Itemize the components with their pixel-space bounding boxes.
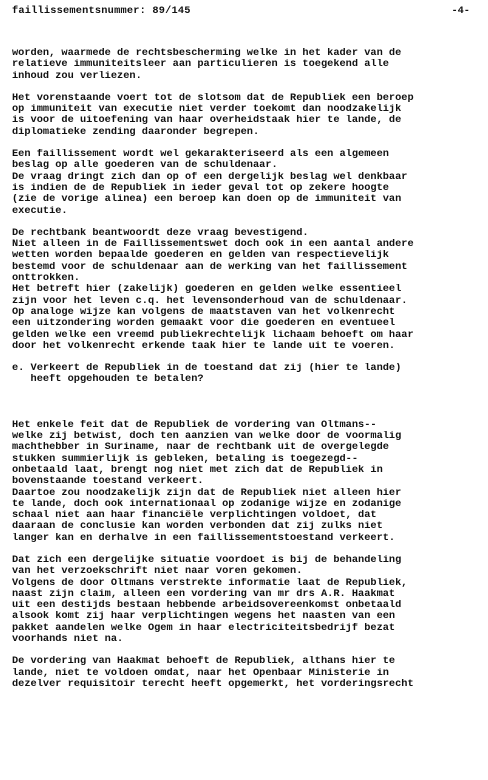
text-line: beslag op alle goederen van de schuldenaar. [12,160,278,172]
body-text [12,48,474,690]
text-line: dezelver requisitoir terecht heeft opgemerkt, het vorderingsrecht [12,678,414,690]
text-line: een uitzondering worden gemaakt voor die goederen en eventueel [12,318,396,330]
text-line: De rechtbank beantwoordt deze vraag bevestigend. [12,227,309,239]
text-line: worden, waarmede de rechtsbescherming welke in het kader van de [12,48,402,59]
text-line: schaal niet aan haar financiële verplichtingen voldoet, dat [12,510,377,522]
text-line: (zie de vorige alinea) een beroep kan doen op de immuniteit van [12,194,402,206]
text-line: stukken summierlijk is gebleken, betaling is toegezegd-- [12,453,359,465]
text-line: is indien de de Republiek in ieder geval tot op zekere hoogte [12,182,389,194]
text-line: lande, niet te voldoen omdat, naar het Openbaar Ministerie in [12,667,389,679]
text-line: wetten worden bepaalde goederen en gelden van respectievelijk [12,250,389,262]
text-line: inhoud zou verliezen. [12,70,142,82]
text-line: De vordering van Haakmat behoeft de Republiek, althans hier te [12,656,396,668]
text-line: heeft opgehouden te betalen? [12,374,204,386]
text-line: Dat zich een dergelijke situatie voordoet is bij de behandeling [12,554,402,566]
text-line: Het betreft hier (zakelijk) goederen en gelden welke essentieel [12,284,402,296]
paragraph [12,420,474,544]
text-line: Volgens de door Oltmans verstrekte informatie laat de Republiek, [12,577,408,589]
text-line: Daartoe zou noodzakelijk zijn dat de Republiek niet alleen hier [12,487,402,499]
page-number: -4- [451,5,470,17]
text-line: te lande, doch ook internationaal op zodanige wijze en zodanige [12,498,402,510]
text-line: Het enkele feit dat de Republiek de vordering van Oltmans-- [12,419,377,431]
text-line: gelden welke een vreemd publiekrechtelijk lichaam behoeft om haar [12,329,414,341]
text-line: De vraag dringt zich dan op of een dergelijk beslag wel denkbaar [12,171,408,183]
text-line: machthebber in Suriname, naar de rechtbank uit de overgelegde [12,442,389,454]
page-header [12,6,474,20]
text-line: relatieve immuniteitsleer aan particulieren is toegekend alle [12,59,389,71]
text-line: is voor de uitoefening van haar overheidstaak hier te lande, de [12,115,402,127]
paragraph [12,228,474,352]
text-line: Op analoge wijze kan volgens de maatstaven van het volkenrecht [12,306,396,318]
text-line: pakket aandelen welke Ogem in haar electriciteitsbedrijf bezat [12,622,396,634]
text-line: bovenstaande toestand verkeert. [12,476,204,488]
text-line: e. Verkeert de Republiek in de toestand dat zij (hier te lande) [12,363,402,375]
text-line: uit een destijds bestaan hebbende arbeidsovereenkomst onbetaald [12,600,402,612]
paragraph [12,149,474,217]
paragraph [12,48,474,82]
text-line: voorhands niet na. [12,634,124,646]
text-line: door het volkenrecht erkende taak hier te lande uit te voeren. [12,340,396,352]
text-line: executie. [12,205,68,217]
text-line: onttrokken. [12,273,80,285]
text-line: welke zij betwist, doch ten aanzien van welke door de voormalig [12,431,402,443]
question-paragraph [12,363,474,386]
text-line: alsook komt zij haar verplichtingen wegens het naasten van een [12,611,396,623]
case-number: faillissementsnummer: 89/145 [12,5,191,17]
text-line: daaraan de conclusie kan worden verbonden dat zij zulks niet [12,521,383,533]
text-line: bestemd voor de schuldenaar aan de werking van het faillissement [12,261,408,273]
text-line: Het vorenstaande voert tot de slotsom dat de Republiek een beroep [12,92,414,104]
text-line: zijn voor het leven c.q. het levensonderhoud van de schuldenaar. [12,295,408,307]
text-line: Niet alleen in de Faillissementswet doch ook in een aantal andere [12,239,414,251]
paragraph [12,555,474,645]
paragraph [12,93,474,138]
paragraph [12,656,474,690]
text-line: op immuniteit van executie niet verder toekomt dan noodzakelijk [12,104,402,116]
text-line: diplomatieke zending daaronder begrepen. [12,126,260,138]
text-line: van het verzoekschrift niet naar voren gekomen. [12,566,303,578]
text-line: Een faillissement wordt wel gekarakteriseerd als een algemeen [12,149,389,161]
text-line: langer kan en derhalve in een faillissementstoestand verkeert. [12,532,396,544]
text-line: onbetaald laat, brengt nog niet met zich dat de Republiek in [12,464,383,476]
text-line: naast zijn claim, alleen een vordering van mr drs A.R. Haakmat [12,588,396,600]
